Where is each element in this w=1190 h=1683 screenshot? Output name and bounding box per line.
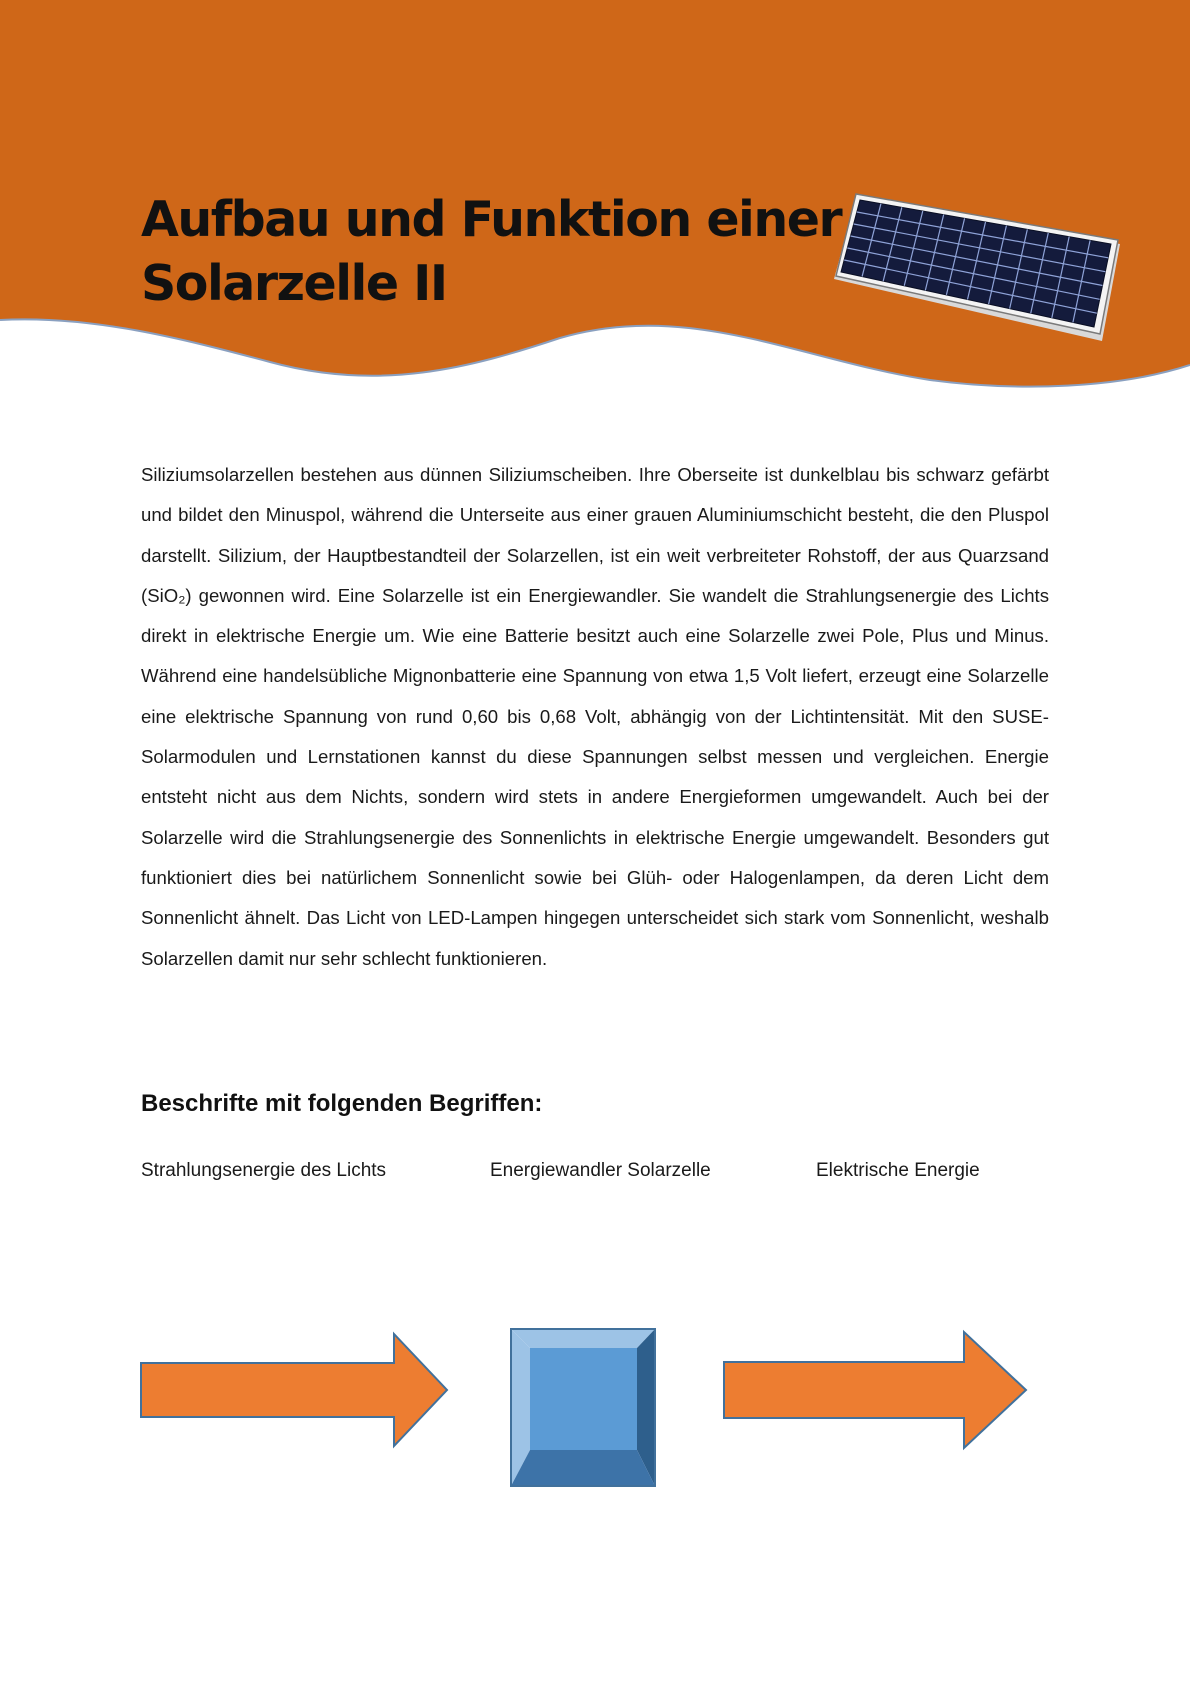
box-bevel-bottom xyxy=(511,1450,655,1486)
page-title-line-2: Solarzelle II xyxy=(141,255,447,312)
box-face xyxy=(530,1348,637,1450)
bevel-box-icon xyxy=(511,1329,655,1486)
term-electric-energy: Elektrische Energie xyxy=(816,1160,980,1181)
term-energy-converter: Energiewandler Solarzelle xyxy=(490,1160,711,1181)
page-title-line-1: Aufbau und Funktion einer xyxy=(141,191,842,248)
body-paragraph: Siliziumsolarzellen bestehen aus dünnen Siliziumscheiben. Ihre Oberseite ist dunkelblau bis schwarz gefärbt und bildet den Minuspol, während die Unterseite aus einer grauen Aluminiumschicht besteht, die den Pluspol darstellt. Silizium, der Hauptbestandteil der Solarzellen, ist ein weit verbreiteter Rohstoff, der aus Quarzsand (SiO₂) gewonnen wird. Eine Solarzelle ist ein Energiewandler. Sie wandelt die Strahlungsenergie des Lichts direkt in elektrische Energie um. Wie eine Batterie besitzt auch eine Solarzelle zwei Pole, Plus und Minus. Während eine handelsübliche Mignonbatterie eine Spannung von etwa 1,5 Volt liefert, erzeugt eine Solarzelle eine elektrische Spannung von rund 0,60 bis 0,68 Volt, abhängig von der Lichtintensität. Mit den SUSE-Solarmodulen und Lernstationen kannst du diese Spannungen selbst messen und vergleichen. Energie entsteht nicht aus dem Nichts, sondern wird stets in andere Energieformen umgewandelt. Auch bei der Solarzelle wird die Strahlungsenergie des Sonnenlichts in elektrische Energie umgewandelt. Besonders gut funktioniert dies bei natürlichem Sonnenlicht sowie bei Glüh- oder Halogenlampen, da deren Licht dem Sonnenlicht ähnelt. Das Licht von LED-Lampen hingegen unterscheidet sich stark vom Sonnenlicht, weshalb Solarzellen damit nur sehr schlecht funktionieren. xyxy=(141,464,1049,969)
arrow-right-icon xyxy=(724,1332,1026,1448)
energy-diagram xyxy=(0,1320,1190,1500)
page-title xyxy=(141,188,841,316)
solar-panel-icon xyxy=(832,192,1122,342)
box-bevel-top xyxy=(511,1329,655,1348)
arrow-right-icon xyxy=(141,1334,447,1446)
task-heading: Beschrifte mit folgenden Begriffen: xyxy=(141,1090,543,1117)
term-light-energy: Strahlungsenergie des Lichts xyxy=(141,1160,387,1181)
